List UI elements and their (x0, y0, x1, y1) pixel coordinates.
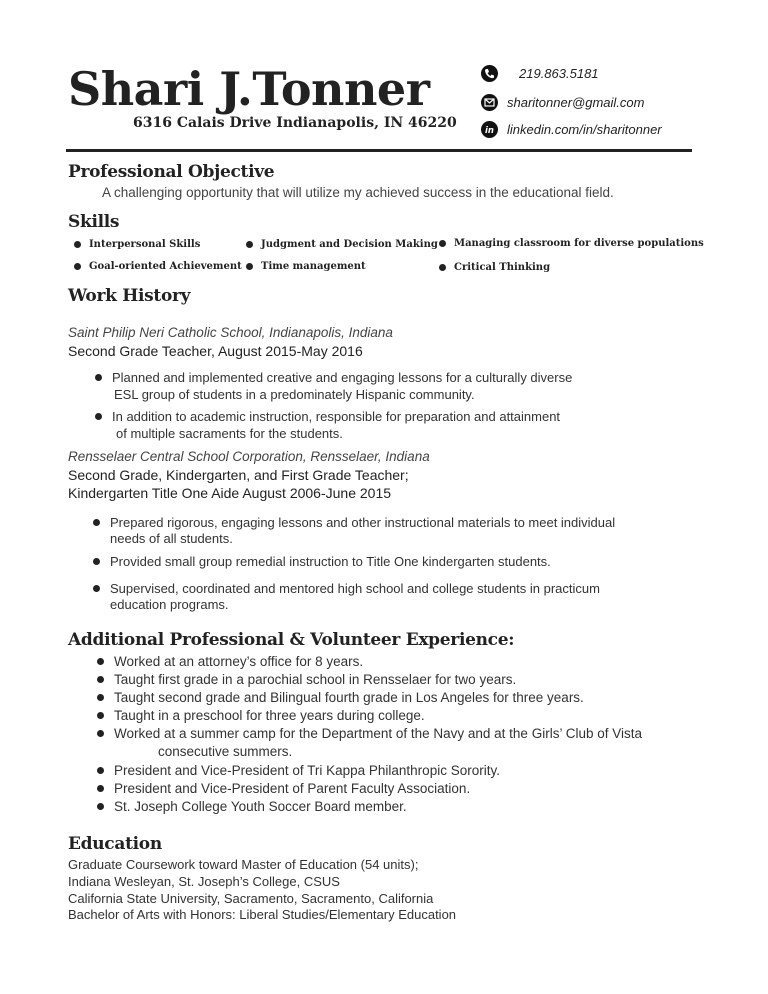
job2-bullet: Supervised, coordinated and mentored high school and college students in practicum (110, 580, 600, 597)
phone-contact (481, 64, 599, 82)
skill-item: Goal-oriented Achievement (74, 261, 242, 272)
address: 6316 Calais Drive Indianapolis, IN 46220 (133, 115, 457, 131)
skill-item: Interpersonal Skills (74, 239, 200, 250)
education-line: Indiana Wesleyan, St. Joseph’s College, CSUS (68, 874, 340, 889)
education-line: California State University, Sacramento, Sacramento, California (68, 891, 434, 906)
job1-title: Second Grade Teacher, August 2015-May 2016 (68, 343, 363, 359)
skill-item: Time management (246, 261, 366, 272)
phone-icon (481, 65, 498, 82)
skill-item: Judgment and Decision Making (246, 239, 438, 250)
email-contact[interactable] (481, 93, 644, 111)
linkedin-url[interactable]: linkedin.com/in/sharitonner (507, 121, 662, 137)
additional-item: Taught second grade and Bilingual fourth grade in Los Angeles for three years. (114, 689, 584, 706)
job2-bullet-cont: education programs. (110, 597, 229, 612)
phone-number: 219.863.5181 (519, 65, 599, 81)
additional-item: Taught in a preschool for three years during college. (114, 707, 425, 724)
resume-name: Shari J.Tonner (68, 62, 430, 116)
email-address[interactable]: sharitonner@gmail.com (507, 94, 645, 110)
job2-bullet: Prepared rigorous, engaging lessons and other instructional materials to meet individual (110, 514, 615, 531)
skills-heading: Skills (68, 212, 120, 232)
additional-item: Worked at an attorney’s office for 8 years. (114, 653, 363, 670)
job2-bullet: Provided small group remedial instruction to Title One kindergarten students. (110, 553, 551, 570)
objective-text: A challenging opportunity that will utilize my achieved success in the educational field. (102, 185, 614, 200)
additional-item: Taught first grade in a parochial school in Rensselaer for two years. (114, 671, 516, 688)
job1-bullet: Planned and implemented creative and engaging lessons for a culturally diverse (112, 369, 572, 386)
additional-item: President and Vice-President of Parent Faculty Association. (114, 780, 470, 797)
skill-item: Critical Thinking (439, 262, 550, 273)
additional-item: Worked at a summer camp for the Department of the Navy and at the Girls’ Club of Vista (114, 725, 642, 742)
email-icon (481, 94, 498, 111)
work-history-heading: Work History (68, 286, 191, 306)
job1-bullet: In addition to academic instruction, responsible for preparation and attainment (112, 408, 560, 425)
job1-bullet-cont: ESL group of students in a predominately Hispanic community. (114, 387, 475, 402)
additional-item-cont: consecutive summers. (158, 744, 293, 759)
additional-heading: Additional Professional & Volunteer Experience: (68, 630, 515, 650)
linkedin-contact[interactable] (481, 120, 662, 138)
linkedin-icon (481, 121, 498, 138)
additional-item: St. Joseph College Youth Soccer Board member. (114, 798, 407, 815)
job2-bullet-cont: needs of all students. (110, 531, 233, 546)
job1-bullet-cont: of multiple sacraments for the students. (116, 426, 343, 441)
job2-title: Second Grade, Kindergarten, and First Grade Teacher; (68, 467, 409, 483)
objective-heading: Professional Objective (68, 162, 275, 182)
education-line: Graduate Coursework toward Master of Education (54 units); (68, 857, 419, 872)
skill-item: Managing classroom for diverse populations (439, 238, 704, 249)
additional-item: President and Vice-President of Tri Kappa Philanthropic Sorority. (114, 762, 500, 779)
svg-text:in: in (485, 125, 494, 136)
job1-employer: Saint Philip Neri Catholic School, Indianapolis, Indiana (68, 325, 393, 340)
education-heading: Education (68, 834, 162, 854)
header-divider (66, 149, 692, 152)
education-line: Bachelor of Arts with Honors: Liberal Studies/Elementary Education (68, 907, 457, 922)
job2-employer: Rensselaer Central School Corporation, Rensselaer, Indiana (68, 449, 430, 464)
job2-title: Kindergarten Title One Aide August 2006-June 2015 (68, 485, 392, 501)
